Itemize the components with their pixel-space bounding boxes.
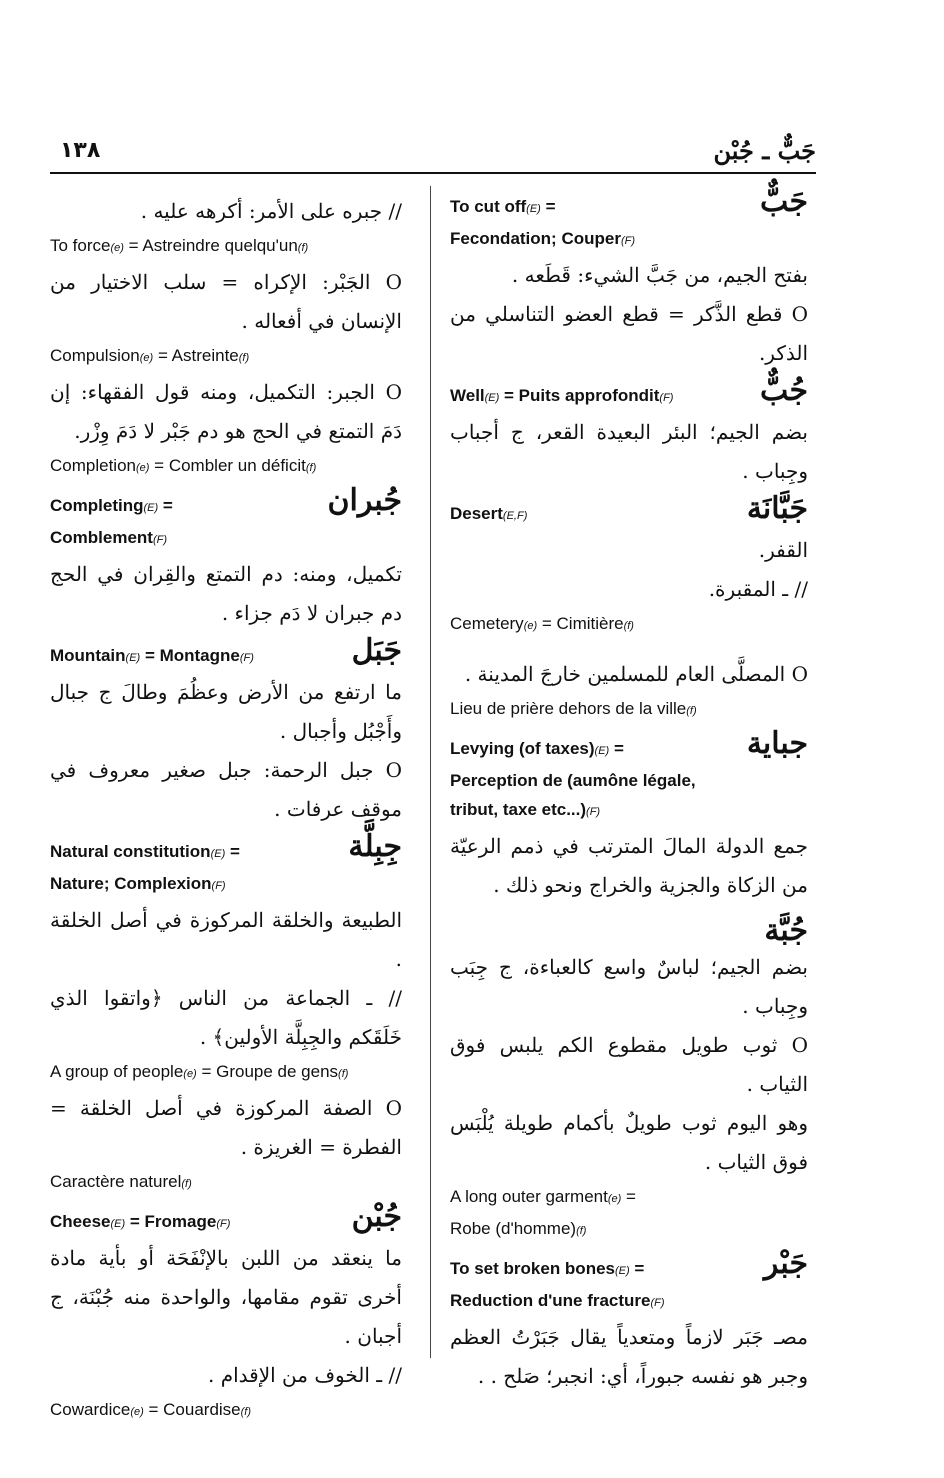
headword: جباية [746,726,808,761]
gloss-text: A long outer garment [450,1187,608,1206]
language-tag: (e) [130,1406,144,1418]
gloss-text: = Cimitière [537,614,624,633]
gloss-text: = Groupe de gens [196,1062,339,1081]
left-column [50,192,402,1435]
arabic-definition: بضم الجيم؛ البئر البعيدة القعر، ج أجباب وجِباب . [450,420,808,483]
gloss-text: = Astreinte [153,346,239,365]
gloss-text: Completion [50,456,136,475]
page-number: ١٣٨ [60,138,101,163]
headword: جَبَل [351,633,402,668]
english-equivalent [50,523,402,555]
equivalent-term: Completing [50,496,144,515]
language-tag: (F) [216,1218,231,1230]
arabic-definition: // جبره على الأمر: أكرهه عليه . [140,199,402,223]
language-tag: (f) [297,242,309,254]
language-tag: (F) [211,880,226,892]
headword: جَبْر [763,1246,808,1281]
dictionary-entry [50,633,402,829]
english-equivalent [450,1286,808,1318]
equivalent-term: Perception de (aumône légale, [450,771,696,790]
english-equivalent [50,869,402,901]
language-tag: (F) [586,806,601,818]
gloss-text: = Combler un déficit [149,456,306,475]
equivalent-term: Desert [450,504,503,523]
header-rule [50,172,816,174]
equivalent-term: Cheese [50,1212,111,1231]
arabic-definition: O الجبر: التكميل، ومنه قول الفقهاء: إن دَمَ التمتع في الحج هو دم جَبْر لا دَمَ وِزْر. [50,380,402,443]
entry-head [450,726,808,827]
equivalent-term: Well [450,386,485,405]
translation-gloss [50,1395,402,1427]
language-tag: (f) [338,1068,349,1080]
equivalent-term: = [158,496,173,515]
language-tag: (f) [240,1406,252,1418]
gloss-text: A group of people [50,1062,184,1081]
arabic-definition: ما ينعقد من اللبن بالإنْفَحَة أو بأية مادة أخرى تقوم مقامها، والواحدة منه جُبْنَة، ج أجبان . [50,1246,402,1348]
english-equivalent [450,795,808,827]
language-tag: (e) [607,1193,622,1205]
gloss-text: To force [50,236,111,255]
english-equivalent [450,766,808,795]
equivalent-term: Fecondation; Couper [450,229,621,248]
arabic-definition: الطبيعة والخلقة المركوزة في أصل الخلقة . [50,908,402,971]
english-equivalent [450,381,808,413]
equivalent-term: = [629,1259,645,1278]
language-tag: (E) [526,203,541,215]
gloss-text: = Astreindre quelqu'un [123,236,298,255]
gloss-text: Cowardice [50,1400,131,1419]
translation-gloss [450,1182,808,1214]
language-tag: (E) [125,652,141,664]
equivalent-term: = Fromage [125,1212,217,1231]
translation-gloss [450,609,808,641]
entry-head [50,1199,402,1239]
language-tag: (E) [484,392,500,404]
english-equivalent [450,1254,808,1286]
english-equivalent [50,641,402,673]
arabic-definition: بضم الجيم؛ لباسٌ واسع كالعباءة، ج جِبَب وجِباب . [450,955,808,1018]
equivalent-term: = [225,842,240,861]
language-tag: (E) [594,745,610,757]
translation-gloss [450,694,808,726]
arabic-definition: // ـ الجماعة من الناس ﴿واتقوا الذي خَلَقَكم والجِبِلَّة الأولين﴾ . [50,986,402,1049]
language-tag: (F) [152,534,168,546]
dictionary-entry [450,373,808,491]
dictionary-entry [450,726,808,905]
equivalent-term: = Montagne [140,646,240,665]
arabic-definition: ما ارتفع من الأرض وعظُمَ وطالَ ج جبال وأَجْبُل وأجبال . [50,680,402,743]
arabic-definition: وهو اليوم ثوب طويلٌ بأكمام طويلة يُلْبَس فوق الثياب . [450,1111,808,1174]
arabic-definition: تكميل، ومنه: دم التمتع والقِران في الحج دم جبران لا دَم جزاء . [50,562,402,625]
equivalent-term: To set broken bones [450,1259,615,1278]
language-tag: (f) [623,620,634,632]
arabic-definition: O الصفة المركوزة في أصل الخلقة = الفطرة = الغريزة . [50,1096,402,1159]
dictionary-entry [50,483,402,633]
entry-head [450,1246,808,1318]
entry-head [50,829,402,901]
language-tag: (f) [181,1178,192,1190]
language-tag: (f) [576,1225,587,1237]
entry-head [450,373,808,413]
gloss-text: Cemetery [450,614,524,633]
arabic-definition: O ثوب طويل مقطوع الكم يلبس فوق الثياب . [450,1033,808,1096]
right-column [450,184,808,1404]
translation-gloss [50,1057,402,1089]
arabic-definition: O المصلَّى العام للمسلمين خارجَ المدينة . [464,662,808,686]
language-tag: (E,F) [502,510,528,522]
gloss-text: = [621,1187,636,1206]
headword: جُبٌّ [759,373,808,408]
gloss-text: Compulsion [50,346,140,365]
equivalent-term: Mountain [50,646,126,665]
headword: جُبران [327,483,402,518]
column-divider [430,186,431,1358]
equivalent-term: Reduction d'une fracture [450,1291,651,1310]
headword: جُبَّة [764,913,808,948]
headword: جُبْن [351,1199,402,1234]
dictionary-entry [450,491,808,726]
headword: جَبَّانَة [746,491,808,526]
english-equivalent [450,224,808,256]
entry-head [450,184,808,256]
running-head: جَبٌّ ـ جُبْن [713,136,816,165]
language-tag: (f) [686,705,697,717]
equivalent-term: = Puits approfondit [499,386,660,405]
language-tag: (e) [523,620,538,632]
arabic-definition: // ـ الخوف من الإقدام . [207,1363,402,1387]
arabic-definition: O الجَبْر: الإكراه = سلب الاختيار من الإنسان في أفعاله . [50,270,402,333]
equivalent-term: Levying (of taxes) [450,739,595,758]
headword: جَبٌّ [759,184,808,219]
gloss-text: = Couardise [143,1400,241,1419]
arabic-definition: القفر. [758,538,808,562]
language-tag: (F) [650,1297,665,1309]
language-tag: (f) [238,352,250,364]
dictionary-entry [450,184,808,373]
translation-gloss [50,341,402,373]
equivalent-term: Nature; Complexion [50,874,212,893]
dictionary-entry [50,829,402,1199]
equivalent-term: = [609,739,624,758]
arabic-definition: جمع الدولة المالَ المترتب في ذمم الرعيّة من الزكاة والجزية والخراج ونحو ذلك . [450,834,808,897]
language-tag: (E) [210,848,226,860]
translation-gloss [50,1167,402,1199]
dictionary-entry [450,1246,808,1396]
gloss-text: Robe (d'homme) [450,1219,577,1238]
language-tag: (F) [659,392,674,404]
gloss-text: Lieu de prière dehors de la ville [450,699,687,718]
language-tag: (e) [139,352,154,364]
gloss-text: Caractère naturel [50,1172,182,1191]
equivalent-term: To cut off [450,197,527,216]
language-tag: (e) [110,242,124,254]
dictionary-entry [50,1199,402,1427]
language-tag: (e) [136,462,150,474]
english-equivalent [50,1207,402,1239]
arabic-definition: O قطع الذَّكر = قطع العضو التناسلي من الذكر. [450,302,808,365]
entry-head [50,633,402,673]
dictionary-entry [450,913,808,1246]
headword: جِبِلَّة [348,829,402,864]
language-tag: (e) [183,1068,197,1080]
language-tag: (F) [620,235,635,247]
english-equivalent [450,192,808,224]
arabic-definition: بفتح الجيم، من جَبَّ الشيء: قَطَعه . [511,263,808,287]
language-tag: (E) [110,1218,126,1230]
language-tag: (E) [615,1265,630,1277]
spacer [450,641,808,655]
arabic-definition: // ـ المقبرة. [708,577,808,601]
dictionary-entry [50,192,402,483]
arabic-definition: O جبل الرحمة: جبل صغير معروف في موقف عرفات . [50,758,402,821]
language-tag: (E) [143,502,159,514]
equivalent-term: tribut, taxe etc...) [450,800,587,819]
entry-head [50,483,402,555]
language-tag: (f) [305,462,317,474]
equivalent-term: Natural constitution [50,842,211,861]
equivalent-term: Comblement [50,528,153,547]
arabic-definition: مصـ جَبَر لازماً ومتعدياً يقال جَبَرْتُ العظم وجبر هو نفسه جبوراً، أي: انجبر؛ صَلح . . [450,1325,808,1388]
translation-gloss [450,1214,808,1246]
translation-gloss [50,231,402,263]
language-tag: (F) [239,652,254,664]
equivalent-term: = [540,197,556,216]
entry-head [450,491,808,531]
translation-gloss [50,451,402,483]
